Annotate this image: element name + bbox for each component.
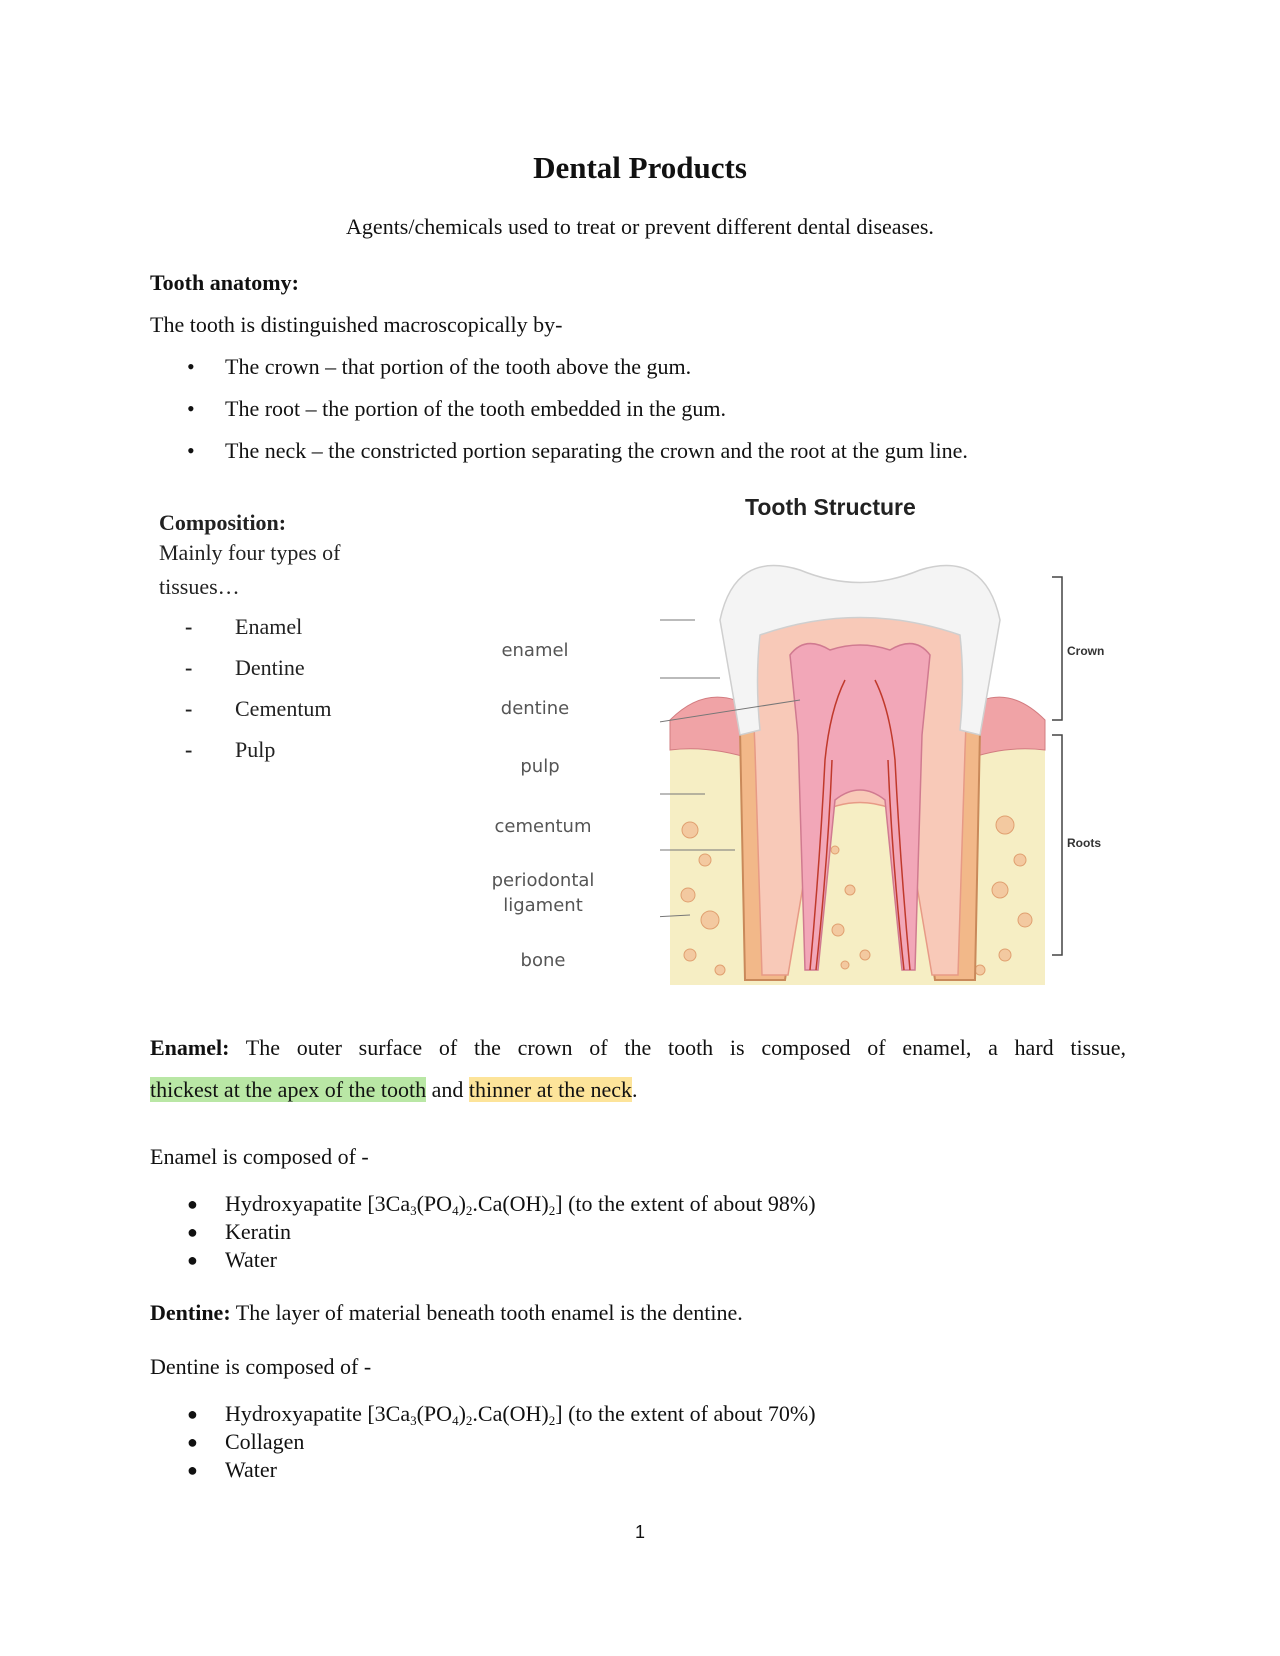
page-subtitle: Agents/chemicals used to treat or prevent different dental diseases.: [346, 214, 934, 239]
enamel-text: The outer surface of the crown of the tooth is composed of enamel, a hard tissue,: [245, 1035, 1126, 1060]
list-item-text: Hydroxyapatite $[3Ca_3(PO_4)_2.Ca(OH)_2]$ (to the extent of about 70%): [225, 1401, 816, 1428]
composition-item-label: Enamel: [235, 614, 303, 639]
figure-label-periodontal: periodontal: [491, 870, 595, 891]
list-item-text: Hydroxyapatite $[3Ca_3(PO_4)_2.Ca(OH)_2]$ (to the extent of about 98%): [225, 1191, 816, 1218]
bullet: •: [187, 396, 195, 421]
figure-label-pulp: pulp: [520, 756, 560, 777]
composition-item-label: Cementum: [235, 696, 332, 721]
list-item-text: Keratin: [225, 1219, 291, 1244]
bullet: ●: [187, 1432, 198, 1452]
highlight-neck: thinner at the neck: [468, 1077, 633, 1102]
enamel-and: and: [431, 1077, 464, 1102]
dash: -: [185, 655, 193, 680]
bullet: ●: [187, 1250, 198, 1270]
highlight-apex: thickest at the apex of the tooth: [150, 1077, 427, 1102]
crown-bracket: [1052, 577, 1062, 720]
bullet: •: [187, 438, 195, 463]
dentine-label: Dentine:: [150, 1300, 231, 1325]
composition-line-1: Mainly four types of: [159, 540, 341, 565]
region-brackets: [1050, 575, 1070, 965]
list-item-text: The root – the portion of the tooth embedded in the gum.: [225, 396, 727, 421]
figure-label-cementum: cementum: [494, 816, 592, 837]
figure-label-enamel: enamel: [501, 640, 569, 661]
enamel-period: .: [632, 1077, 638, 1102]
list-item-text: Collagen: [225, 1429, 305, 1454]
dentine-text: The layer of material beneath tooth enamel is the dentine.: [235, 1300, 743, 1325]
bullet: ●: [187, 1222, 198, 1242]
composition-item-label: Dentine: [235, 655, 305, 680]
dash: -: [185, 696, 193, 721]
list-item-text: Water: [225, 1247, 277, 1272]
bullet: ●: [187, 1404, 198, 1424]
figure-title: Tooth Structure: [745, 494, 916, 520]
figure-label-ligament: ligament: [503, 895, 583, 916]
tooth-anatomy-intro: The tooth is distinguished macroscopically by-: [150, 312, 563, 337]
tooth-diagram: [660, 560, 1060, 990]
tooth-anatomy-heading: Tooth anatomy:: [150, 270, 299, 295]
dash: -: [185, 614, 193, 639]
bullet: ●: [187, 1194, 198, 1214]
figure-label-dentine: dentine: [500, 698, 570, 719]
composition-line-2: tissues…: [159, 574, 240, 599]
bullet: ●: [187, 1460, 198, 1480]
composition-heading: Composition:: [159, 510, 287, 535]
composition-item-label: Pulp: [235, 737, 276, 762]
list-item-text: The neck – the constricted portion separating the crown and the root at the gum line.: [225, 438, 968, 463]
enamel-label: Enamel:: [150, 1035, 230, 1060]
roots-bracket: [1052, 735, 1062, 955]
dentine-paragraph: [150, 1298, 743, 1328]
roots-label: Roots: [1067, 836, 1101, 850]
list-item-text: Water: [225, 1457, 277, 1482]
figure-label-bone: bone: [520, 950, 566, 971]
dash: -: [185, 737, 193, 762]
enamel-paragraph-line-1: [150, 1033, 1126, 1063]
list-item-text: The crown – that portion of the tooth above the gum.: [225, 354, 692, 379]
page-number: 1: [634, 1522, 645, 1542]
bullet: •: [187, 354, 195, 379]
page-title: Dental Products: [533, 150, 747, 185]
enamel-composed-of: Enamel is composed of -: [150, 1144, 369, 1169]
dentine-composed-of: Dentine is composed of -: [150, 1354, 372, 1379]
enamel-paragraph-line-2: [150, 1075, 638, 1105]
crown-label: Crown: [1067, 644, 1105, 658]
